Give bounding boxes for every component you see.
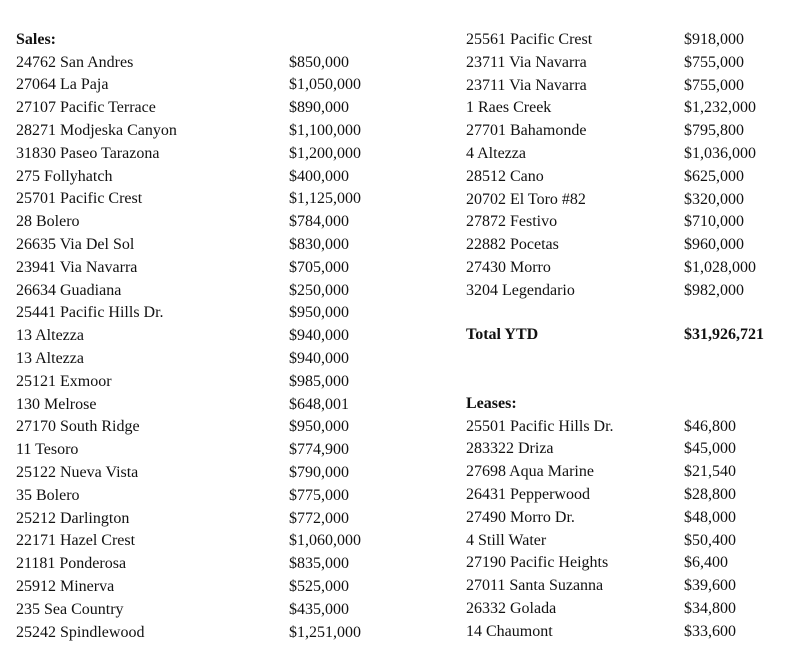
property-price: $1,200,000 bbox=[289, 144, 361, 162]
property-price: $34,800 bbox=[684, 599, 736, 617]
property-price: $625,000 bbox=[684, 167, 744, 185]
sale-row bbox=[466, 257, 794, 280]
property-price: $950,000 bbox=[289, 418, 349, 436]
property-address: 4 Altezza bbox=[466, 145, 526, 162]
property-price: $830,000 bbox=[289, 235, 349, 253]
sale-row bbox=[466, 166, 794, 189]
property-address: 27430 Morro bbox=[466, 259, 551, 276]
property-address: 25912 Minerva bbox=[16, 577, 115, 595]
property-price: $21,540 bbox=[684, 463, 736, 481]
property-price: $755,000 bbox=[684, 53, 744, 71]
property-address: 25212 Darlington bbox=[16, 509, 130, 527]
property-price: $790,000 bbox=[289, 463, 349, 481]
property-address: 3204 Legendario bbox=[466, 281, 575, 299]
property-price: $1,050,000 bbox=[289, 76, 361, 94]
property-price: $982,000 bbox=[684, 281, 744, 299]
sale-row bbox=[16, 508, 399, 531]
sale-row bbox=[16, 234, 399, 257]
property-price: $985,000 bbox=[289, 372, 349, 390]
sale-row bbox=[16, 302, 399, 325]
sale-row bbox=[16, 348, 399, 371]
sale-row bbox=[16, 371, 399, 394]
property-address: 27107 Pacific Terrace bbox=[16, 99, 156, 117]
sale-row bbox=[466, 52, 794, 75]
property-address: 26635 Via Del Sol bbox=[16, 235, 135, 253]
lease-row bbox=[466, 530, 794, 553]
sale-row bbox=[466, 97, 794, 120]
property-price: $960,000 bbox=[684, 236, 744, 254]
property-price: $1,125,000 bbox=[289, 190, 361, 208]
property-price: $850,000 bbox=[289, 53, 349, 71]
property-price: $1,060,000 bbox=[289, 532, 361, 550]
sale-row bbox=[16, 257, 399, 280]
property-address: 13 Altezza bbox=[16, 327, 84, 345]
sale-row bbox=[466, 189, 794, 212]
property-price: $250,000 bbox=[289, 281, 349, 299]
property-address: 27698 Aqua Marine bbox=[466, 463, 594, 481]
property-address: 28271 Modjeska Canyon bbox=[16, 121, 177, 139]
sale-row bbox=[16, 280, 399, 303]
sale-row bbox=[16, 74, 399, 97]
sale-row bbox=[16, 188, 399, 211]
property-address: 27170 South Ridge bbox=[16, 418, 140, 436]
sale-row bbox=[16, 394, 399, 417]
property-address: 24762 San Andres bbox=[16, 53, 134, 71]
property-address: 20702 El Toro #82 bbox=[466, 190, 586, 208]
lease-row bbox=[466, 552, 794, 575]
property-price: $890,000 bbox=[289, 99, 349, 117]
sale-row bbox=[16, 166, 399, 189]
property-address: 22171 Hazel Crest bbox=[16, 532, 136, 550]
property-price: $33,600 bbox=[684, 622, 736, 640]
property-address: 13 Altezza bbox=[16, 349, 84, 367]
lease-row bbox=[466, 598, 794, 621]
property-address: 25561 Pacific Crest bbox=[466, 31, 593, 48]
sales-heading: Sales: bbox=[16, 31, 56, 48]
property-address: 26332 Golada bbox=[466, 599, 557, 617]
leases-heading: Leases: bbox=[466, 395, 517, 412]
property-address: 35 Bolero bbox=[16, 486, 80, 504]
property-price: $705,000 bbox=[289, 258, 349, 276]
sales-list-left bbox=[16, 0, 396, 657]
property-address: 283322 Driza bbox=[466, 440, 554, 458]
property-price: $400,000 bbox=[289, 167, 349, 185]
property-price: $46,800 bbox=[684, 417, 736, 435]
sale-row bbox=[16, 553, 399, 576]
property-address: 23711 Via Navarra bbox=[466, 53, 587, 71]
sale-row bbox=[16, 97, 399, 120]
property-address: 25441 Pacific Hills Dr. bbox=[16, 304, 164, 322]
property-address: 25122 Nueva Vista bbox=[16, 463, 139, 481]
property-address: 1 Raes Creek bbox=[466, 99, 552, 117]
sale-row bbox=[466, 120, 794, 143]
property-address: 27064 La Paja bbox=[16, 76, 109, 94]
property-price: $940,000 bbox=[289, 327, 349, 345]
sale-row bbox=[16, 462, 399, 485]
property-address: 14 Chaumont bbox=[466, 622, 553, 640]
property-price: $755,000 bbox=[684, 76, 744, 94]
property-price: $1,232,000 bbox=[684, 99, 756, 117]
property-price: $1,028,000 bbox=[684, 259, 756, 276]
sale-row bbox=[466, 75, 794, 98]
property-address: 27190 Pacific Heights bbox=[466, 554, 609, 572]
property-address: 25242 Spindlewood bbox=[16, 623, 145, 641]
property-address: 22882 Pocetas bbox=[466, 236, 559, 254]
property-price: $772,000 bbox=[289, 509, 349, 527]
property-price: $1,100,000 bbox=[289, 121, 361, 139]
property-address: 25121 Exmoor bbox=[16, 372, 112, 390]
property-price: $648,001 bbox=[289, 395, 349, 413]
property-address: 11 Tesoro bbox=[16, 441, 79, 459]
property-address: 26431 Pepperwood bbox=[466, 485, 590, 503]
lease-row bbox=[466, 484, 794, 507]
property-price: $775,000 bbox=[289, 486, 349, 504]
property-address: 21181 Ponderosa bbox=[16, 555, 127, 573]
property-price: $48,000 bbox=[684, 508, 736, 526]
lease-row bbox=[466, 438, 794, 461]
sale-row bbox=[16, 325, 399, 348]
sale-row bbox=[16, 416, 399, 439]
sale-row bbox=[16, 485, 399, 508]
sale-row bbox=[16, 211, 399, 234]
property-address: 23941 Via Navarra bbox=[16, 258, 138, 276]
property-address: 25701 Pacific Crest bbox=[16, 190, 143, 208]
lease-row bbox=[466, 461, 794, 484]
sale-row bbox=[16, 52, 399, 75]
property-price: $435,000 bbox=[289, 600, 349, 618]
total-ytd-label: Total YTD bbox=[466, 326, 539, 343]
property-price: $320,000 bbox=[684, 190, 744, 208]
property-price: $918,000 bbox=[684, 31, 744, 48]
sale-row bbox=[16, 576, 399, 599]
total-ytd-value: $31,926,721 bbox=[684, 326, 764, 343]
property-address: 27701 Bahamonde bbox=[466, 122, 587, 140]
property-price: $39,600 bbox=[684, 577, 736, 595]
property-price: $835,000 bbox=[289, 555, 349, 573]
sale-row bbox=[16, 599, 399, 622]
sale-row bbox=[466, 29, 794, 52]
property-price: $710,000 bbox=[684, 213, 744, 231]
property-address: 27011 Santa Suzanna bbox=[466, 577, 604, 595]
property-price: $50,400 bbox=[684, 531, 736, 549]
property-address: 28 Bolero bbox=[16, 213, 80, 231]
property-address: 130 Melrose bbox=[16, 395, 97, 413]
property-price: $784,000 bbox=[289, 213, 349, 231]
property-price: $1,036,000 bbox=[684, 145, 756, 162]
lease-row bbox=[466, 621, 794, 644]
sale-row bbox=[16, 120, 399, 143]
property-address: 27490 Morro Dr. bbox=[466, 508, 575, 526]
lease-row bbox=[466, 507, 794, 530]
property-address: 28512 Cano bbox=[466, 167, 544, 185]
property-price: $774,900 bbox=[289, 441, 349, 459]
total-ytd-row bbox=[466, 324, 804, 347]
property-price: $28,800 bbox=[684, 485, 736, 503]
sale-row bbox=[16, 622, 399, 645]
property-address: 27872 Festivo bbox=[466, 213, 558, 231]
sale-row bbox=[466, 234, 794, 257]
property-price: $795,800 bbox=[684, 122, 744, 140]
sale-row bbox=[16, 143, 399, 166]
property-address: 23711 Via Navarra bbox=[466, 76, 587, 94]
sale-row bbox=[16, 530, 399, 553]
sale-row bbox=[466, 280, 794, 303]
property-address: 4 Still Water bbox=[466, 531, 547, 549]
property-address: 275 Follyhatch bbox=[16, 167, 113, 185]
property-address: 26634 Guadiana bbox=[16, 281, 122, 299]
lease-row bbox=[466, 416, 794, 439]
property-price: $45,000 bbox=[684, 440, 736, 458]
lease-row bbox=[466, 575, 794, 598]
property-address: 235 Sea Country bbox=[16, 600, 124, 618]
property-price: $1,251,000 bbox=[289, 623, 361, 641]
property-address: 25501 Pacific Hills Dr. bbox=[466, 417, 614, 435]
sale-row bbox=[466, 211, 794, 234]
property-price: $525,000 bbox=[289, 577, 349, 595]
sale-row bbox=[466, 143, 794, 166]
property-price: $950,000 bbox=[289, 304, 349, 322]
property-price: $940,000 bbox=[289, 349, 349, 367]
property-address: 31830 Paseo Tarazona bbox=[16, 144, 160, 162]
sale-row bbox=[16, 439, 399, 462]
sales-list-right bbox=[466, 0, 796, 657]
property-price: $6,400 bbox=[684, 554, 728, 572]
